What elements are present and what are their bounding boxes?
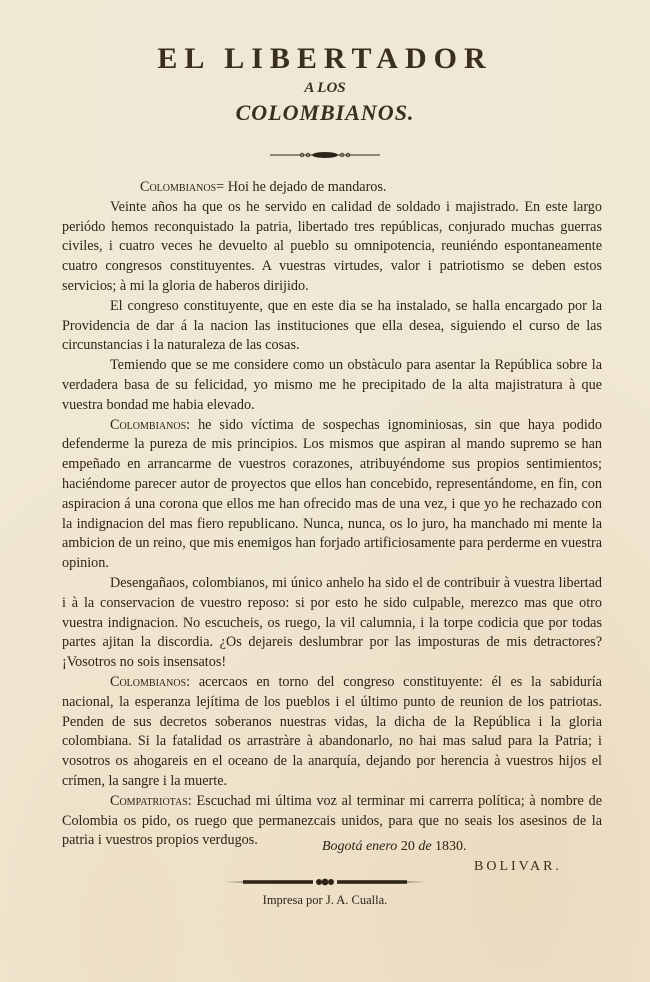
date-day: 20 [400, 839, 415, 854]
document-subtitle: A LOS [304, 80, 346, 96]
date-year: 1830. [435, 839, 467, 854]
paragraph-lead: Compatriotas [110, 792, 188, 809]
paragraph-text: Escuchad mi última voz al terminar mi carrerra política; à nombre de Colombia os pido, os ruego que permanezcais unidos, para que no seais los asesinos de la patria i vuestros propios verdugos. [62, 792, 602, 849]
paragraph-4 [62, 416, 602, 574]
printer-imprint: Impresa por J. A. Cualla. [262, 893, 388, 907]
proclamation-body [62, 178, 602, 851]
ornament-divider-top [0, 150, 650, 160]
date-place: Bogotá enero [322, 839, 398, 854]
paragraph-text: Veinte años ha que os he servido en calidad de soldado i majistrado. En este largo periódo hemos reconquistado la patria, libertado tres repúblicas, conjurado muchas guerras civiles, i cuatro veces he devuelto al pueblo su omnipotencia, reuniéndo espontaneamente cuatro congresos constituyentes. A vuestras virtudes, valor i patriotismo se deben estos servicios; à mi la gloria de haberos dirijido. [62, 198, 602, 294]
paragraph-0 [62, 178, 602, 198]
document-addressee: COLOMBIANOS. [235, 100, 415, 125]
paragraph-lead: Colombianos [110, 673, 187, 690]
paragraph-text: he sido víctima de sospechas ignominiosas, sin que haya podido defenderme la pureza de mis principios. Los mismos que aspiran al mando supremo se han empeñado en arrancarme de vuestros corazones, atribuyéndome sus propios sentimientos; haciéndome parecer autor de proyectos que ellos han concebido, representándome, en fin, con aspiracion á una corona que ellos me han ofrecido mas de una vez, i que yo he rechazado con la indignacion del mas fiero republicano. Nunca, nunca, os lo juro, ha manchado mi mente la ambicion de un reino, que mis enemigos han forjado artificiosamente para perderme en vuestra opinion. [62, 416, 602, 572]
paragraph-lead: Colombianos [110, 416, 187, 433]
paragraph-separator: : [187, 792, 197, 809]
paragraph-text: Temiendo que se me considere como un obstàculo para asentar la República sobre la verdadera basa de su felicidad, yo mismo me he precipitado de la alta majistratura à que vuestra bondad me habia elevado. [62, 357, 602, 413]
paragraph-text: Hoi he dejado de mandaros. [227, 179, 387, 195]
document-title: EL LIBERTADOR [157, 42, 493, 75]
paragraph-lead: Colombianos [140, 179, 217, 195]
paragraph-separator: : [186, 673, 199, 690]
paragraph-1 [62, 198, 602, 297]
ornament-rule-icon [223, 877, 427, 887]
paragraph-2 [62, 297, 602, 356]
paragraph-separator: = [216, 179, 228, 195]
signature: BOLIVAR. [474, 859, 562, 874]
ornament-rule-icon [270, 150, 380, 160]
date-line [322, 839, 467, 855]
paragraph-5 [62, 574, 602, 673]
paragraph-text: El congreso constituyente, que en este dia se ha instalado, se halla encargado por la Providencia de dar á la nacion las instituciones que ella desea, siguiendo el curso de las circunstancias i la naturaleza de las cosas. [62, 297, 602, 354]
ornament-divider-bottom [0, 877, 650, 887]
date-de: de [418, 839, 432, 854]
paragraph-separator: : [186, 416, 199, 433]
paragraph-6 [62, 673, 602, 792]
paragraph-3 [62, 356, 602, 415]
paragraph-text: acercaos en torno del congreso constituyente: él es la sabiduría nacional, la esperanza lejítima de los pueblos i el último punto de reunion de los patriotas. Penden de sus decretos soberanos nuestras vidas, la dicha de la República i la gloria colombiana. Si la fatalidad os arrastràre à abandonarlo, no hai mas salud para la Patria; i vosotros os ahogareis en el oceano de la anarquía, dejando por herencia à vuestros hijos el crímen, la sangre i la muerte. [62, 673, 602, 789]
paragraph-text: Desengañaos, colombianos, mi único anhelo ha sido el de contribuir à vuestra libertad i à la conservacion de vuestro reposo: si por esto he sido culpable, merezco mas que otro vuestra indignacion. No escucheis, os ruego, la vil calumnia, i la torpe codicia que por todas partes ajitan la discordia. ¿Os dejareis deslumbrar por las imposturas de mis detractores? ¡Vosotros no sois insensatos! [62, 574, 602, 671]
